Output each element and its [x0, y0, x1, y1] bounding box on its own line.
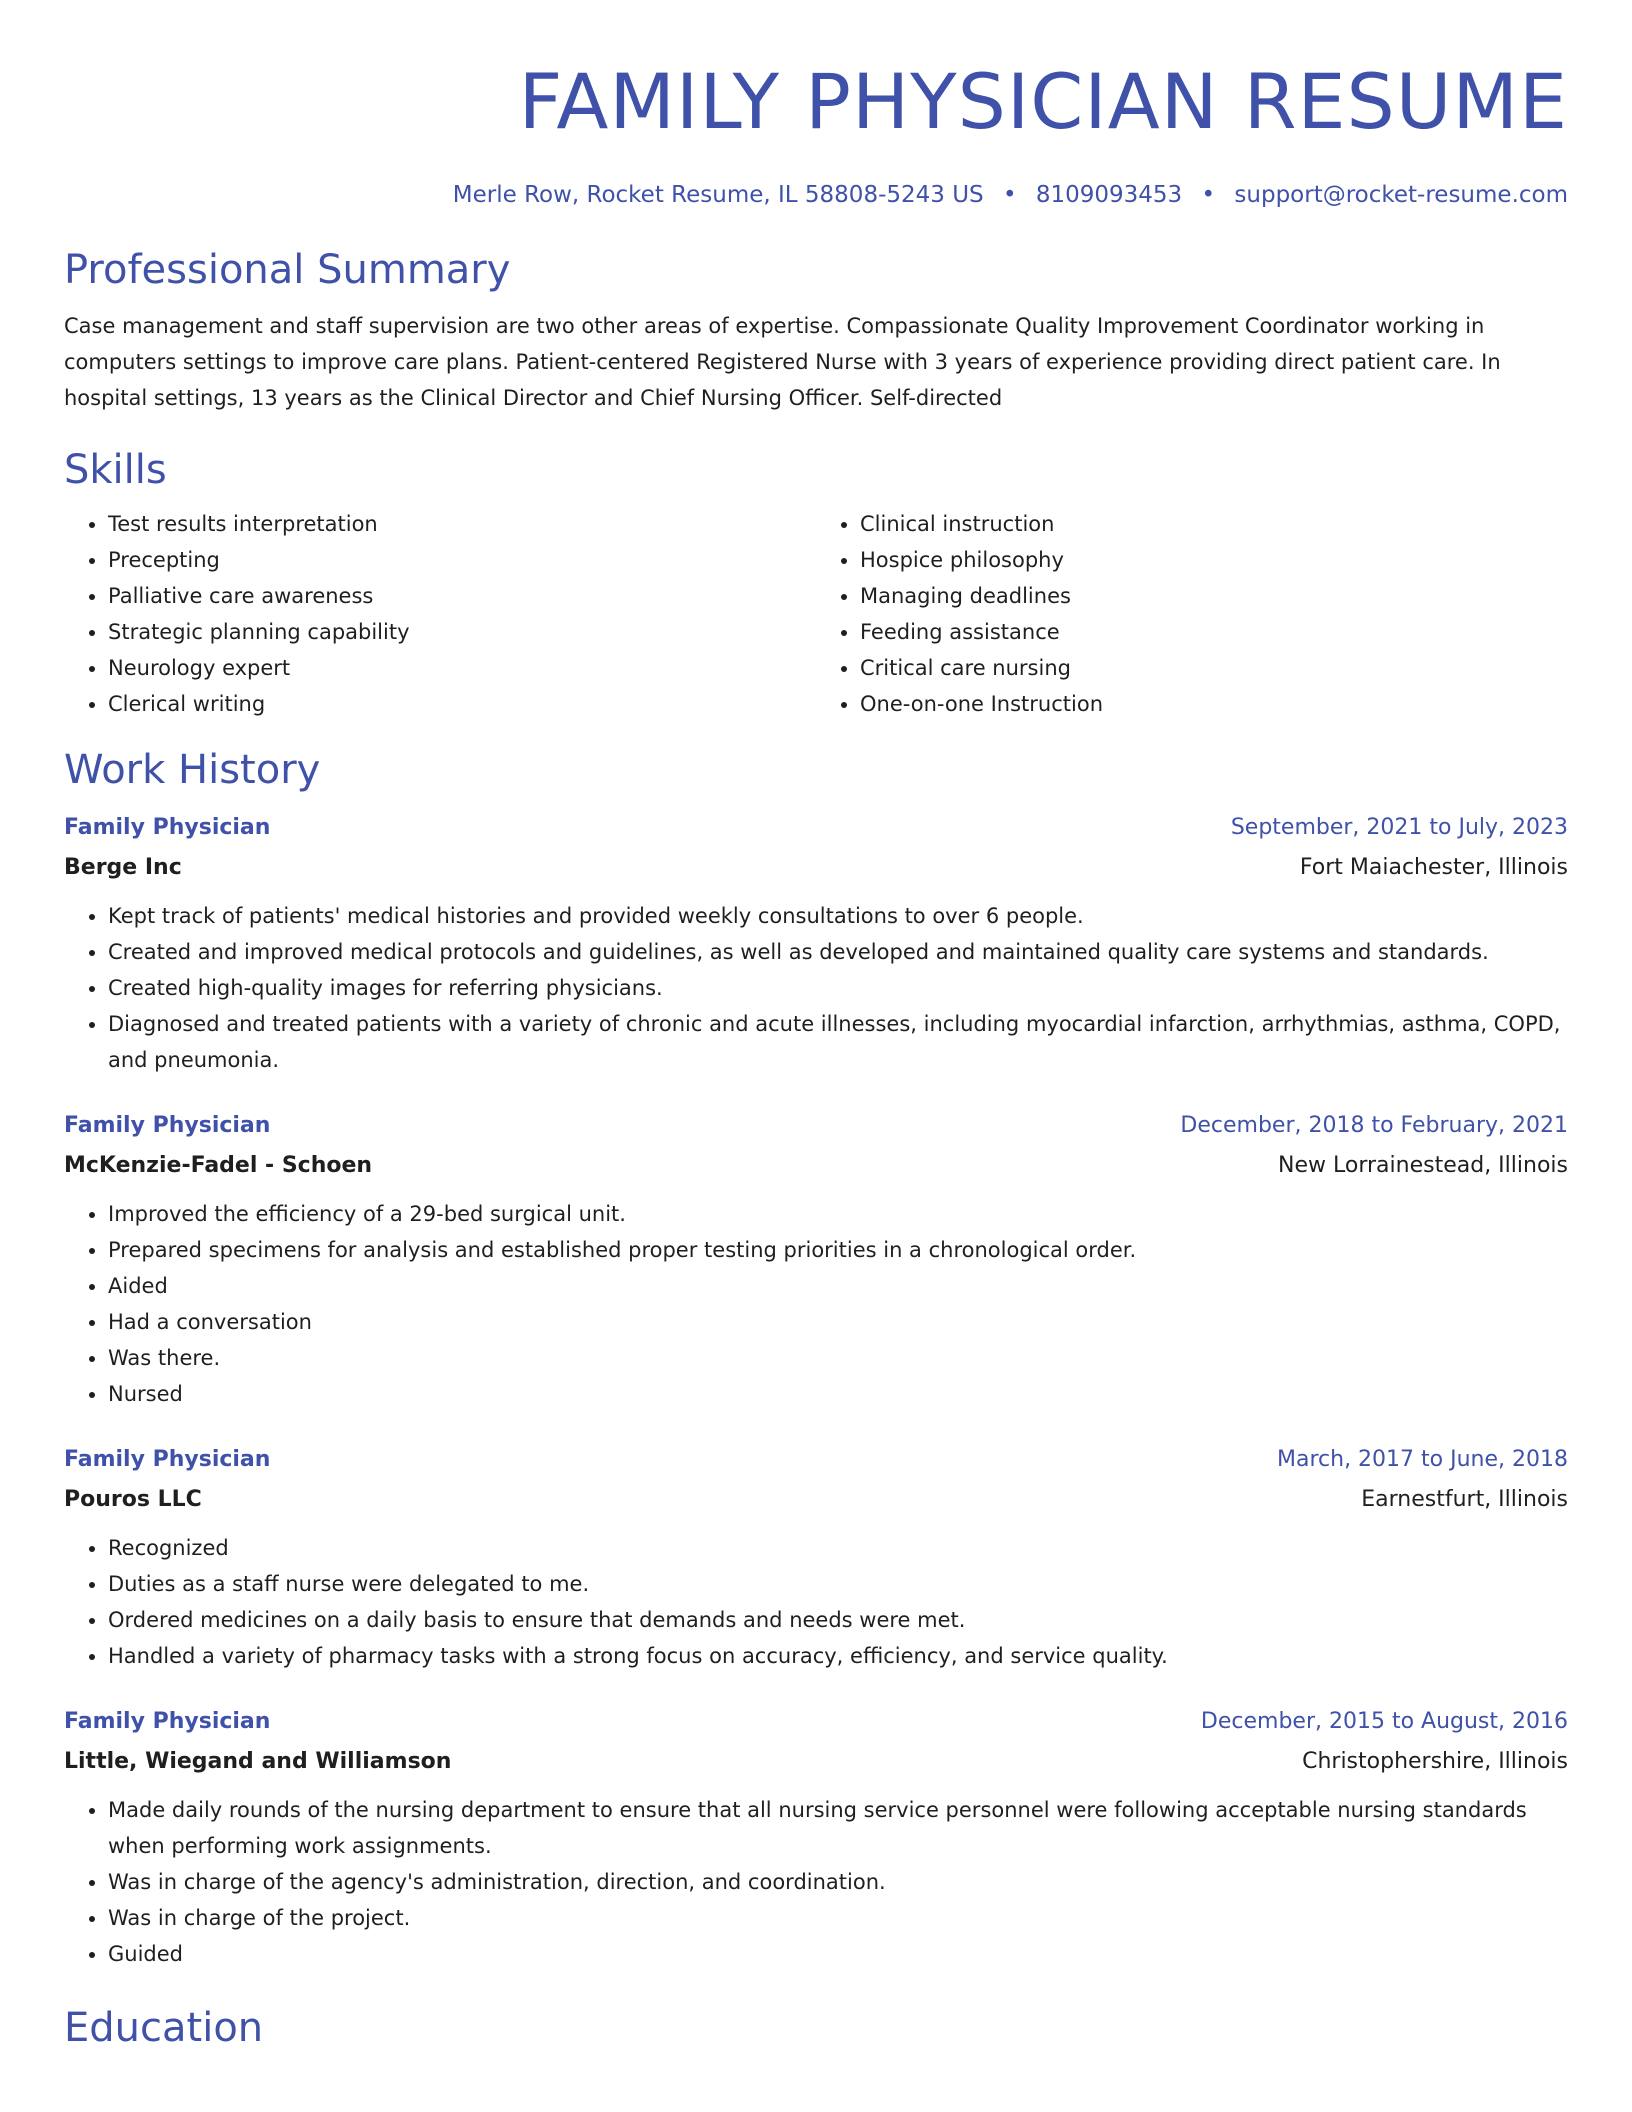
skill-item: • Precepting: [108, 542, 816, 578]
skill-item: • Clerical writing: [108, 686, 816, 722]
skills-list-left: [64, 506, 816, 722]
job-bullets: [64, 1530, 1568, 1674]
skill-item: • Strategic planning capability: [108, 614, 816, 650]
job-company: Pouros LLC: [64, 1487, 202, 1512]
contact-line: [64, 178, 1568, 212]
email-link[interactable]: support@rocket-resume.com: [1234, 182, 1568, 208]
job-bullet: • Improved the efficiency of a 29-bed surgical unit.: [108, 1196, 1568, 1232]
job-role: Family Physician: [64, 1709, 271, 1734]
job-bullet: • Kept track of patients' medical histories and provided weekly consultations to over 6 people.: [108, 898, 1568, 934]
skills-list-right: [816, 506, 1568, 722]
skills-grid: [64, 506, 1568, 722]
job-location: Christophershire, Illinois: [1302, 1749, 1568, 1774]
job-dates: March, 2017 to June, 2018: [1277, 1447, 1568, 1472]
job-bullets: [64, 898, 1568, 1078]
job-dates: December, 2018 to February, 2021: [1180, 1113, 1568, 1138]
job-bullet: • Made daily rounds of the nursing department to ensure that all nursing service personnel were following acceptable nursing standards when performing work assignments.: [108, 1792, 1568, 1864]
separator-dot: •: [1002, 182, 1017, 208]
job-entry: [64, 810, 1568, 1078]
resume-title: FAMILY PHYSICIAN RESUME: [518, 57, 1568, 146]
job-bullet: • Guided: [108, 1936, 1568, 1972]
job-bullet: • Diagnosed and treated patients with a variety of chronic and acute illnesses, including myocardial infarction, arrhythmias, asthma, COPD, and pneumonia.: [108, 1006, 1568, 1078]
job-location: Earnestfurt, Illinois: [1361, 1487, 1568, 1512]
skills-heading: Skills: [64, 447, 167, 493]
address: Merle Row, Rocket Resume, IL 58808-5243 US: [452, 182, 984, 208]
job-bullet: • Duties as a staff nurse were delegated to me.: [108, 1566, 1568, 1602]
job-entry: [64, 1704, 1568, 1972]
job-company: Little, Wiegand and Williamson: [64, 1749, 452, 1774]
job-bullet: • Nursed: [108, 1376, 1568, 1412]
job-bullet: • Recognized: [108, 1530, 1568, 1566]
skill-item: • Neurology expert: [108, 650, 816, 686]
separator-dot: •: [1201, 182, 1216, 208]
skill-item: • Managing deadlines: [860, 578, 1568, 614]
job-entry: [64, 1442, 1568, 1674]
job-bullet: • Was in charge of the project.: [108, 1900, 1568, 1936]
skill-item: • Critical care nursing: [860, 650, 1568, 686]
skill-item: • Clinical instruction: [860, 506, 1568, 542]
job-bullet: • Ordered medicines on a daily basis to ensure that demands and needs were met.: [108, 1602, 1568, 1638]
job-bullet: • Created high-quality images for referring physicians.: [108, 970, 1568, 1006]
skill-item: • Palliative care awareness: [108, 578, 816, 614]
job-dates: December, 2015 to August, 2016: [1200, 1709, 1568, 1734]
education-heading: Education: [64, 2005, 264, 2051]
skill-item: • Test results interpretation: [108, 506, 816, 542]
job-bullet: • Prepared specimens for analysis and established proper testing priorities in a chronological order.: [108, 1232, 1568, 1268]
job-location: Fort Maiachester, Illinois: [1299, 855, 1568, 880]
summary-heading: Professional Summary: [64, 247, 511, 293]
job-bullets: [64, 1792, 1568, 1972]
job-company: Berge Inc: [64, 855, 182, 880]
skill-item: • One-on-one Instruction: [860, 686, 1568, 722]
summary-text: Case management and staff supervision are two other areas of expertise. Compassionate Quality Improvement Coordinator working in computers settings to improve care plans. Patient-centered Registered Nurse with 3 years of experience providing direct patient care. In hospital settings, 13 years as the Clinical Director and Chief Nursing Officer. Self-directed: [64, 314, 1501, 410]
job-bullet: • Had a conversation: [108, 1304, 1568, 1340]
job-dates: September, 2021 to July, 2023: [1230, 815, 1568, 840]
work-history-heading: Work History: [64, 747, 321, 793]
job-location: New Lorrainestead, Illinois: [1278, 1153, 1568, 1178]
phone: 8109093453: [1035, 182, 1183, 208]
job-bullets: [64, 1196, 1568, 1412]
job-bullet: • Was in charge of the agency's administration, direction, and coordination.: [108, 1864, 1568, 1900]
job-role: Family Physician: [64, 1447, 271, 1472]
job-role: Family Physician: [64, 1113, 271, 1138]
job-company: McKenzie-Fadel - Schoen: [64, 1153, 373, 1178]
job-role: Family Physician: [64, 815, 271, 840]
job-bullet: • Created and improved medical protocols and guidelines, as well as developed and maintained quality care systems and standards.: [108, 934, 1568, 970]
skill-item: • Feeding assistance: [860, 614, 1568, 650]
job-entry: [64, 1108, 1568, 1412]
job-bullet: • Was there.: [108, 1340, 1568, 1376]
job-bullet: • Aided: [108, 1268, 1568, 1304]
skill-item: • Hospice philosophy: [860, 542, 1568, 578]
job-bullet: • Handled a variety of pharmacy tasks with a strong focus on accuracy, efficiency, and service quality.: [108, 1638, 1568, 1674]
